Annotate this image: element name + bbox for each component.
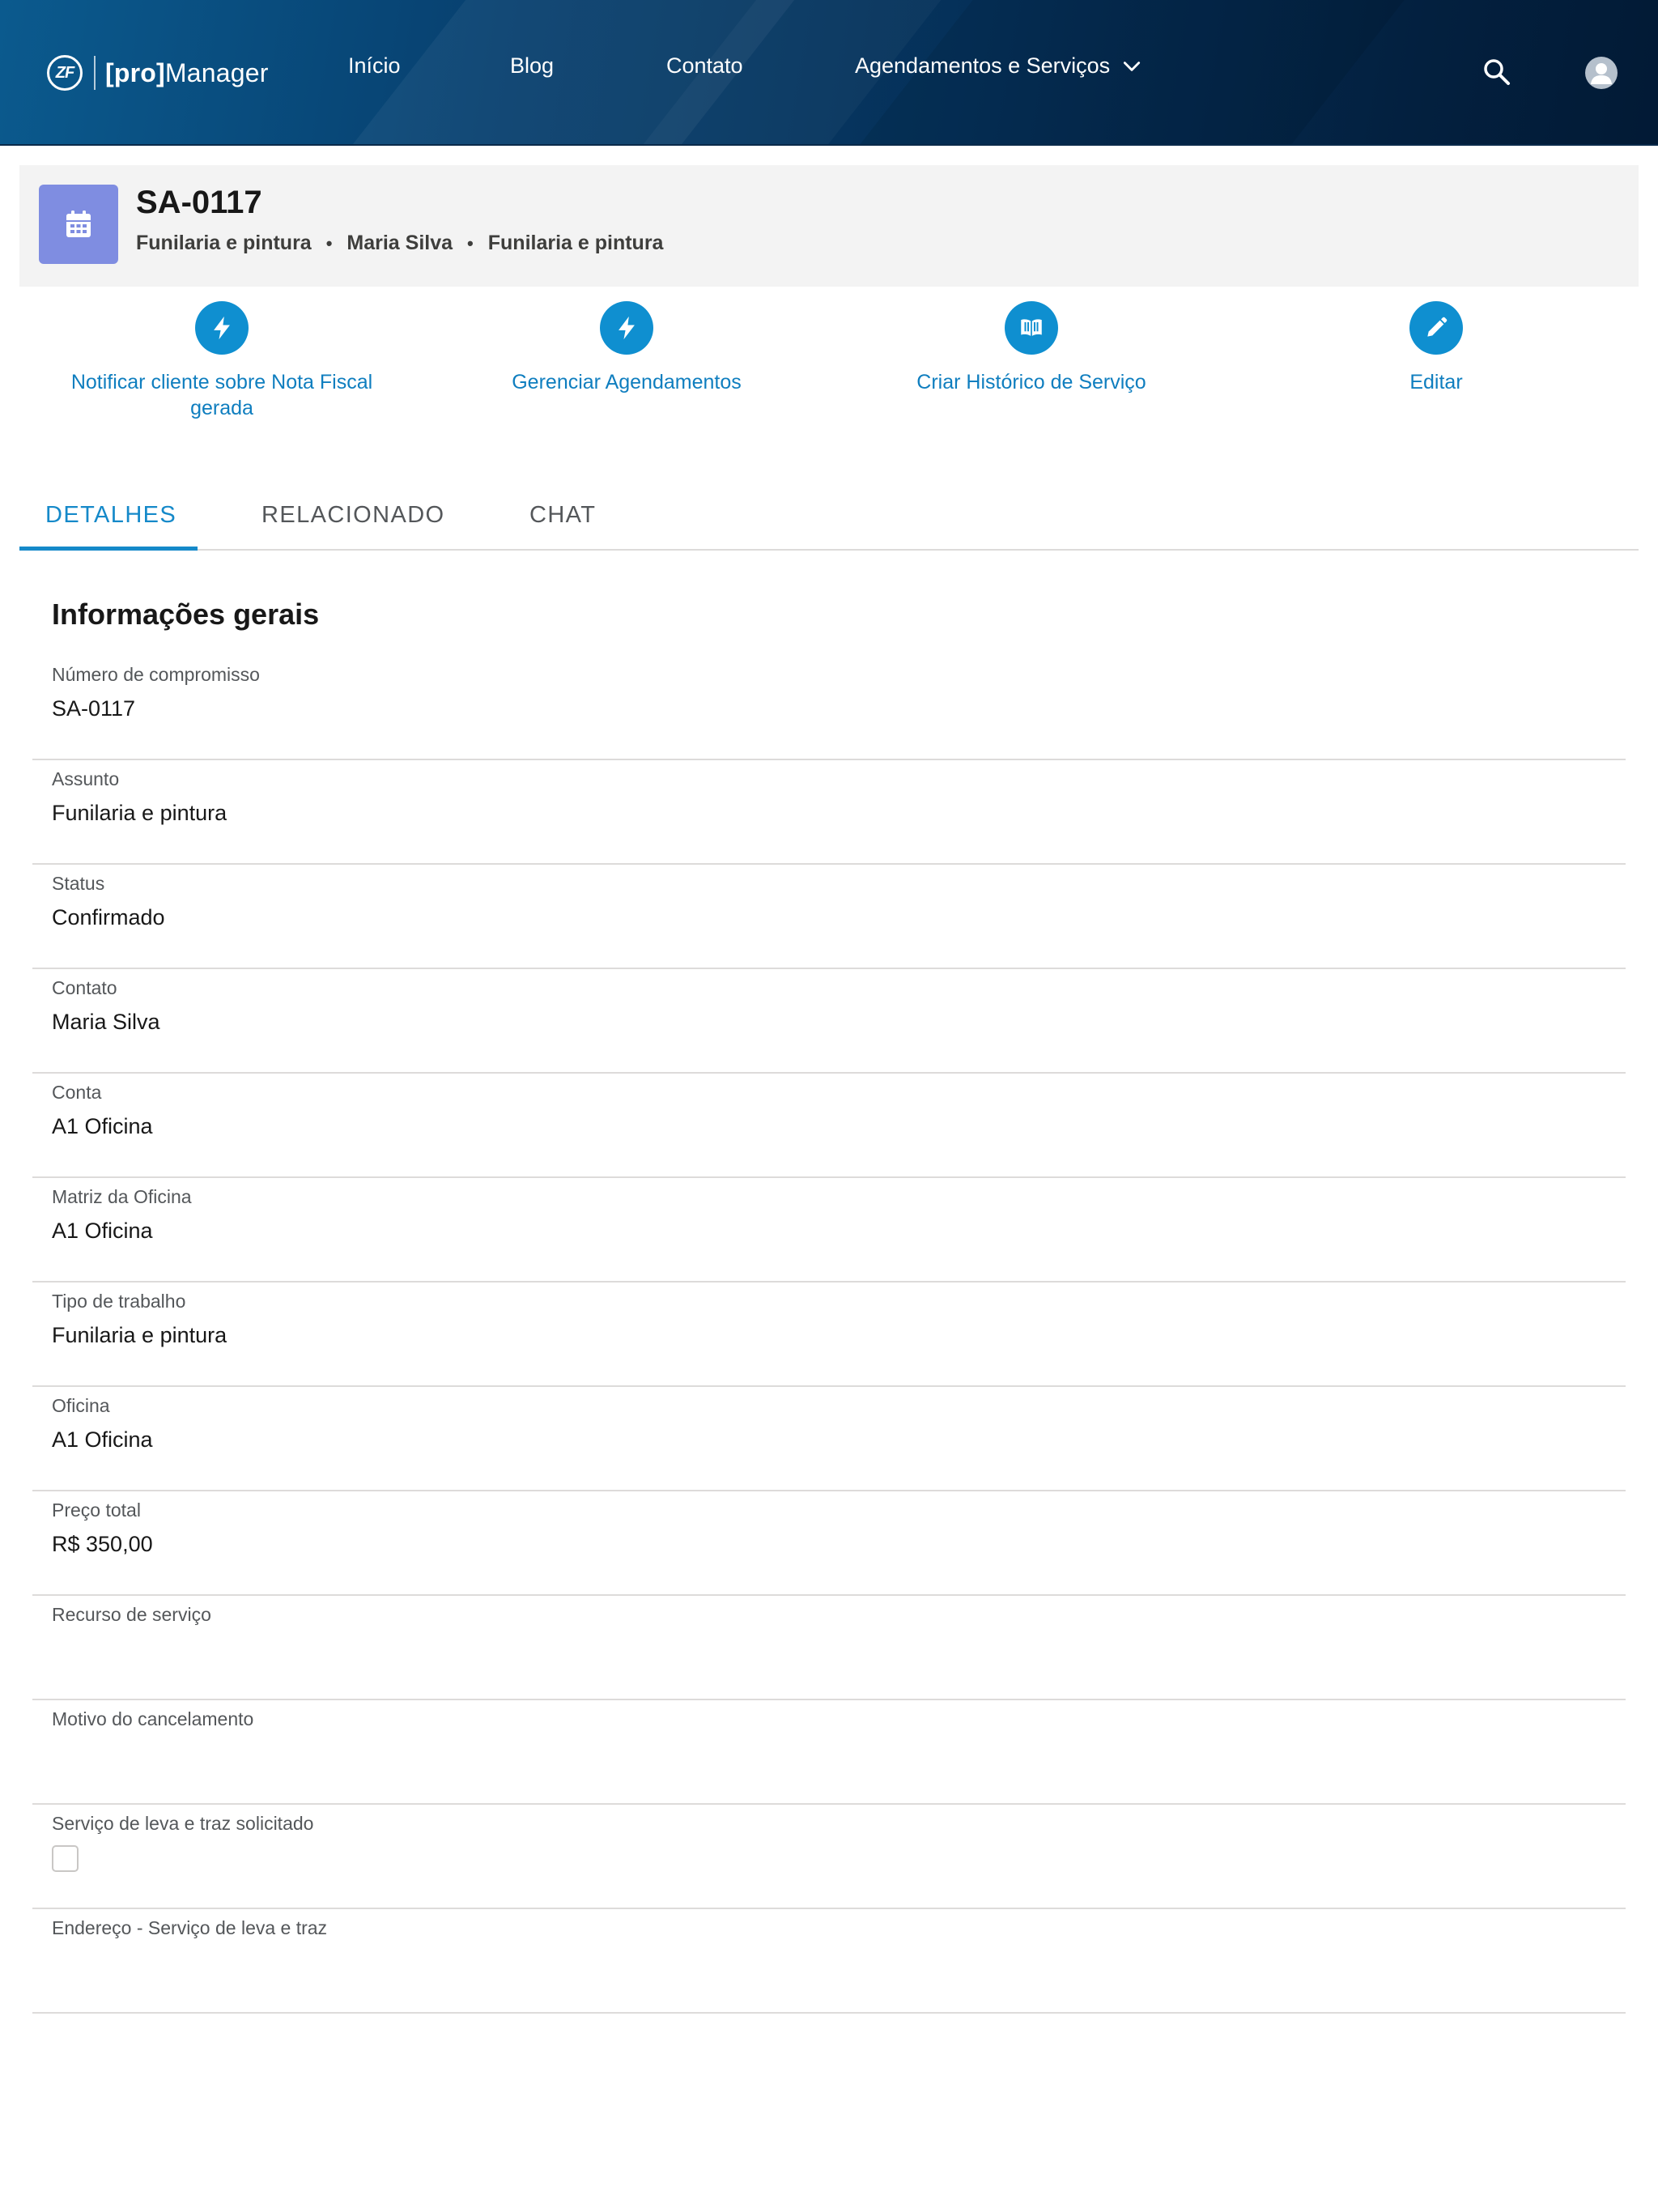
details-fields: [32, 656, 1626, 2014]
field-account: [32, 1074, 1626, 1178]
nav-item-contato[interactable]: Contato: [666, 53, 743, 78]
field-value: A1 Oficina: [52, 1114, 153, 1138]
field-label: Conta: [52, 1082, 102, 1103]
field-pickup-service-address: [32, 1909, 1626, 2014]
quick-actions: [19, 301, 1639, 431]
field-value: Maria Silva: [52, 1010, 160, 1034]
search-icon[interactable]: [1482, 57, 1512, 87]
field-value: A1 Oficina: [52, 1219, 153, 1243]
field-label: Assunto: [52, 768, 120, 789]
separator-dot: •: [467, 232, 474, 253]
logo-divider: [94, 56, 96, 90]
user-avatar-icon[interactable]: [1585, 57, 1618, 89]
create-service-history-label: Criar Histórico de Serviço: [916, 371, 1146, 393]
field-label: Motivo do cancelamento: [52, 1708, 254, 1729]
top-navigation-bar: [0, 0, 1658, 146]
field-pickup-service-requested: [32, 1805, 1626, 1909]
pencil-icon: [1409, 301, 1463, 355]
record-subtitle-work-type: Funilaria e pintura: [487, 232, 664, 254]
logo-home-link[interactable]: [47, 50, 269, 96]
tab-relacionado[interactable]: RELACIONADO: [261, 502, 445, 528]
field-label: Número de compromisso: [52, 664, 260, 685]
field-subject: [32, 760, 1626, 865]
manage-appointments-button[interactable]: [440, 301, 813, 395]
edit-label: Editar: [1409, 371, 1463, 393]
logo-wordmark: [105, 58, 269, 88]
tab-detalhes[interactable]: DETALHES: [45, 502, 177, 528]
record-tabs: [19, 486, 1639, 551]
section-title: Informações gerais: [52, 598, 320, 631]
notify-invoice-label: Notificar cliente sobre Nota Fiscal gerada: [70, 371, 373, 419]
book-icon: [1005, 301, 1058, 355]
field-value: Confirmado: [52, 905, 165, 929]
field-value: Funilaria e pintura: [52, 1323, 227, 1347]
field-status: [32, 865, 1626, 969]
field-value: Funilaria e pintura: [52, 801, 227, 825]
nav-item-agendamentos-label: Agendamentos e Serviços: [855, 53, 1111, 78]
record-header: [19, 165, 1639, 287]
field-value: A1 Oficina: [52, 1427, 153, 1452]
field-label: Serviço de leva e traz solicitado: [52, 1813, 314, 1834]
nav-item-inicio[interactable]: Início: [348, 53, 401, 78]
field-workshop-parent: [32, 1178, 1626, 1283]
bolt-icon: [600, 301, 653, 355]
field-label: Recurso de serviço: [52, 1604, 211, 1625]
field-label: Contato: [52, 977, 117, 998]
zf-logo-icon: ZF: [47, 55, 83, 91]
logo-bracket-text: [pro]: [105, 57, 165, 87]
field-label: Status: [52, 873, 105, 894]
avatar-silhouette: [1585, 57, 1618, 89]
tab-chat[interactable]: CHAT: [529, 502, 597, 528]
edit-button[interactable]: [1250, 301, 1622, 395]
field-cancellation-reason: [32, 1700, 1626, 1805]
field-total-price: [32, 1491, 1626, 1596]
calendar-icon: [39, 185, 118, 264]
separator-dot: •: [325, 232, 333, 253]
chevron-down-icon: [1121, 56, 1142, 77]
field-label: Tipo de trabalho: [52, 1291, 186, 1312]
nav-item-blog[interactable]: Blog: [510, 53, 555, 78]
active-tab-indicator: [19, 547, 198, 551]
notify-invoice-button[interactable]: [36, 301, 408, 421]
field-label: Endereço - Serviço de leva e traz: [52, 1917, 328, 1938]
field-value: SA-0117: [52, 696, 136, 721]
record-subtitle-subject: Funilaria e pintura: [136, 232, 312, 254]
field-work-type: [32, 1283, 1626, 1387]
field-workshop: [32, 1387, 1626, 1491]
field-value: R$ 350,00: [52, 1532, 153, 1556]
create-service-history-button[interactable]: [845, 301, 1218, 395]
field-label: Oficina: [52, 1395, 110, 1416]
record-subtitle-contact: Maria Silva: [346, 232, 453, 254]
nav-item-agendamentos-servicos[interactable]: [855, 53, 1142, 79]
field-service-resource: [32, 1596, 1626, 1700]
field-label: Preço total: [52, 1499, 141, 1521]
logo-product-text: Manager: [164, 57, 269, 87]
pickup-service-checkbox[interactable]: [52, 1845, 79, 1872]
manage-appointments-label: Gerenciar Agendamentos: [512, 371, 742, 393]
bolt-icon: [195, 301, 249, 355]
record-subtitle: [136, 232, 663, 255]
record-title: SA-0117: [136, 185, 262, 220]
field-label: Matriz da Oficina: [52, 1186, 192, 1207]
field-appointment-number: [32, 656, 1626, 760]
field-contact: [32, 969, 1626, 1074]
